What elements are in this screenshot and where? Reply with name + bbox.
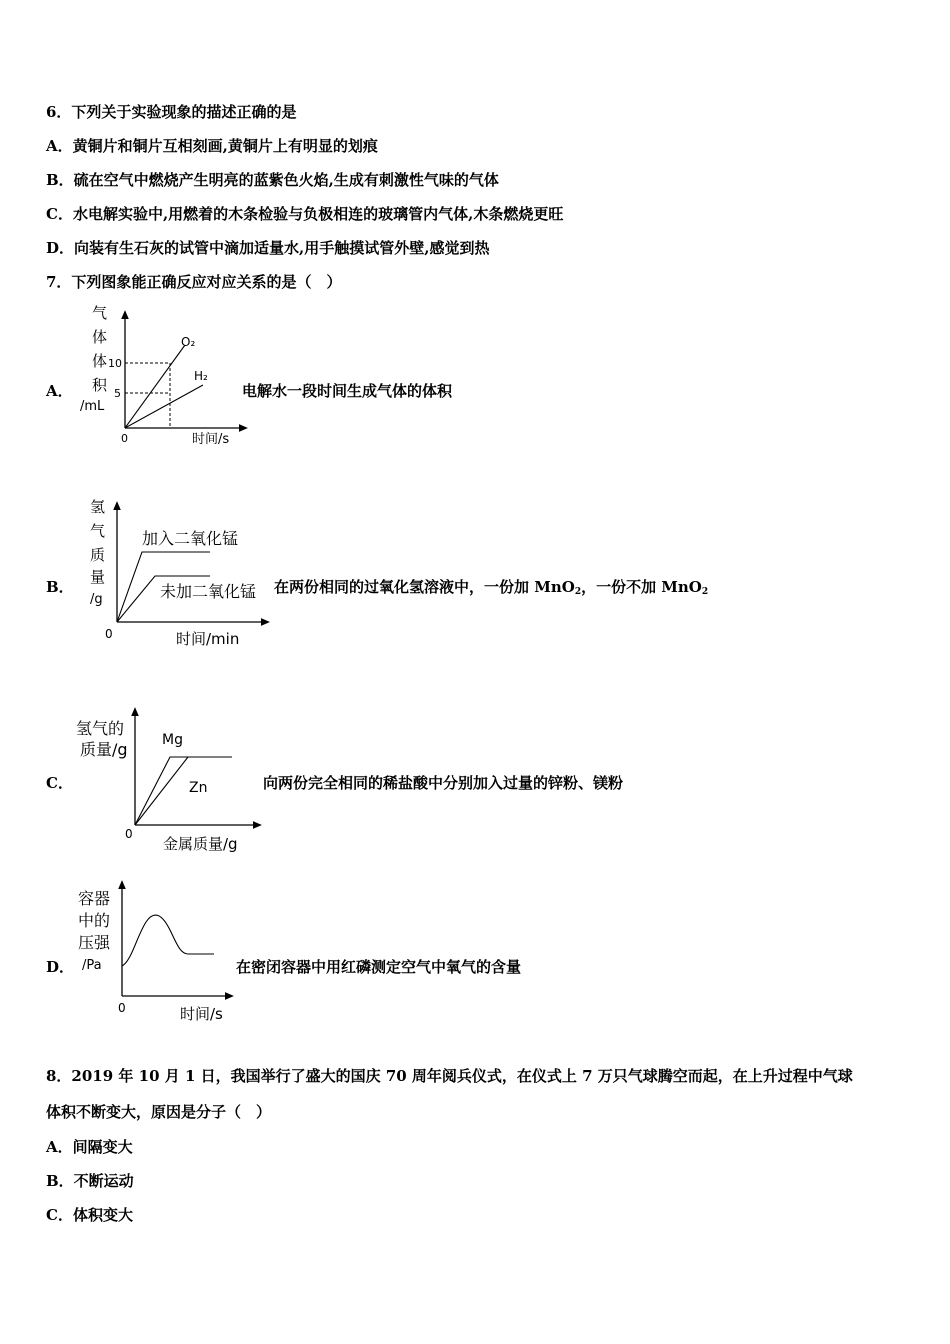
origin: 0: [105, 627, 113, 641]
y-label-line-1: 氢气的: [76, 719, 125, 738]
q6-option-a: A．黄铜片和铜片互相刻画,黄铜片上有明显的划痕: [46, 137, 378, 155]
y-label-unit: /g: [90, 592, 103, 607]
o2-line: [125, 345, 185, 428]
h2-line: [125, 385, 203, 428]
q7-stem: 7．下列图象能正确反应对应关系的是（ ）: [46, 273, 342, 291]
y-label-line-2: 质量/g: [80, 740, 128, 759]
q7-figure-a: [70, 300, 250, 450]
q8-option-c: C．体积变大: [46, 1206, 133, 1224]
electrolysis-graph: [70, 300, 250, 450]
y-label-line-1: 容器: [78, 889, 111, 908]
desc-part-2: ，一份不加 MnO: [581, 578, 702, 596]
q7-option-d-label: D．: [46, 958, 75, 976]
tick-5: 5: [114, 387, 121, 400]
without-mno2-label: 未加二氧化锰: [160, 582, 257, 601]
y-label-char-4: 量: [90, 568, 106, 586]
pressure-graph: [70, 880, 250, 1030]
desc-sub-2: 2: [701, 587, 709, 597]
y-label-char-2: 气: [90, 522, 106, 540]
y-label-char-1: 氢: [90, 498, 106, 516]
y-label-char-4: 积: [92, 376, 108, 394]
desc-sub-1: 2: [574, 587, 582, 597]
y-label-char-3: 体: [92, 352, 108, 370]
q6-option-d: D．向装有生石灰的试管中滴加适量水,用手触摸试管外壁,感觉到热: [46, 239, 490, 257]
origin: 0: [121, 432, 128, 445]
y-label-char-2: 体: [92, 328, 108, 346]
q7-option-c-desc: 向两份完全相同的稀盐酸中分别加入过量的锌粉、镁粉: [263, 774, 624, 792]
q6-stem: 6．下列关于实验现象的描述正确的是: [46, 103, 297, 121]
mg-line: [135, 757, 232, 825]
q8-option-b: B．不断运动: [46, 1172, 134, 1190]
q7-figure-b: [80, 490, 270, 655]
pressure-curve: [122, 915, 214, 966]
with-mno2-label: 加入二氧化锰: [142, 529, 239, 548]
q7-figure-c: [70, 705, 270, 860]
origin: 0: [118, 1001, 126, 1015]
x-label: 时间/s: [180, 1005, 223, 1023]
tick-10: 10: [108, 357, 122, 370]
zn-line: [135, 757, 188, 825]
y-label-unit: /mL: [80, 399, 105, 414]
y-label-line-3: 压强: [78, 933, 111, 952]
y-label-char-1: 气: [92, 304, 108, 322]
q6-option-c: C．水电解实验中,用燃着的木条检验与负极相连的玻璃管内气体,木条燃烧更旺: [46, 205, 564, 223]
origin: 0: [125, 827, 133, 841]
hydrogen-peroxide-graph: [80, 490, 270, 655]
x-label: 金属质量/g: [163, 835, 238, 853]
x-label: 时间/min: [176, 630, 240, 648]
y-label-line-2: 中的: [78, 911, 111, 930]
o2-label: O₂: [181, 335, 196, 349]
q7-option-d-desc: 在密闭容器中用红磷测定空气中氧气的含量: [236, 958, 522, 976]
y-label-char-3: 质: [90, 546, 106, 564]
metal-acid-graph: [70, 705, 270, 860]
mg-label: Mg: [162, 732, 183, 748]
q7-option-a-desc: 电解水一段时间生成气体的体积: [242, 382, 453, 400]
q6-option-b: B．硫在空气中燃烧产生明亮的蓝紫色火焰,生成有刺激性气味的气体: [46, 171, 499, 189]
q7-option-b-desc: [274, 577, 708, 602]
q7-figure-d: [70, 880, 250, 1030]
q8-option-a: A．间隔变大: [46, 1138, 133, 1156]
x-label: 时间/s: [192, 432, 230, 447]
h2-label: H₂: [194, 369, 208, 383]
q7-option-b-label: B．: [46, 578, 74, 596]
q8-stem-line-1: 8．2019 年 10 月 1 日，我国举行了盛大的国庆 70 周年阅兵仪式，在仪式上 7 万只气球腾空而起，在上升过程中气球: [46, 1067, 853, 1085]
q8-stem-line-2: 体积不断变大，原因是分子（ ）: [46, 1103, 272, 1121]
desc-part-1: 在两份相同的过氧化氢溶液中，一份加 MnO: [274, 578, 575, 596]
q7-option-c-label: C．: [46, 774, 73, 792]
zn-label: Zn: [189, 780, 208, 796]
y-label-unit: /Pa: [82, 958, 102, 973]
q7-option-a-label: A．: [46, 382, 73, 400]
